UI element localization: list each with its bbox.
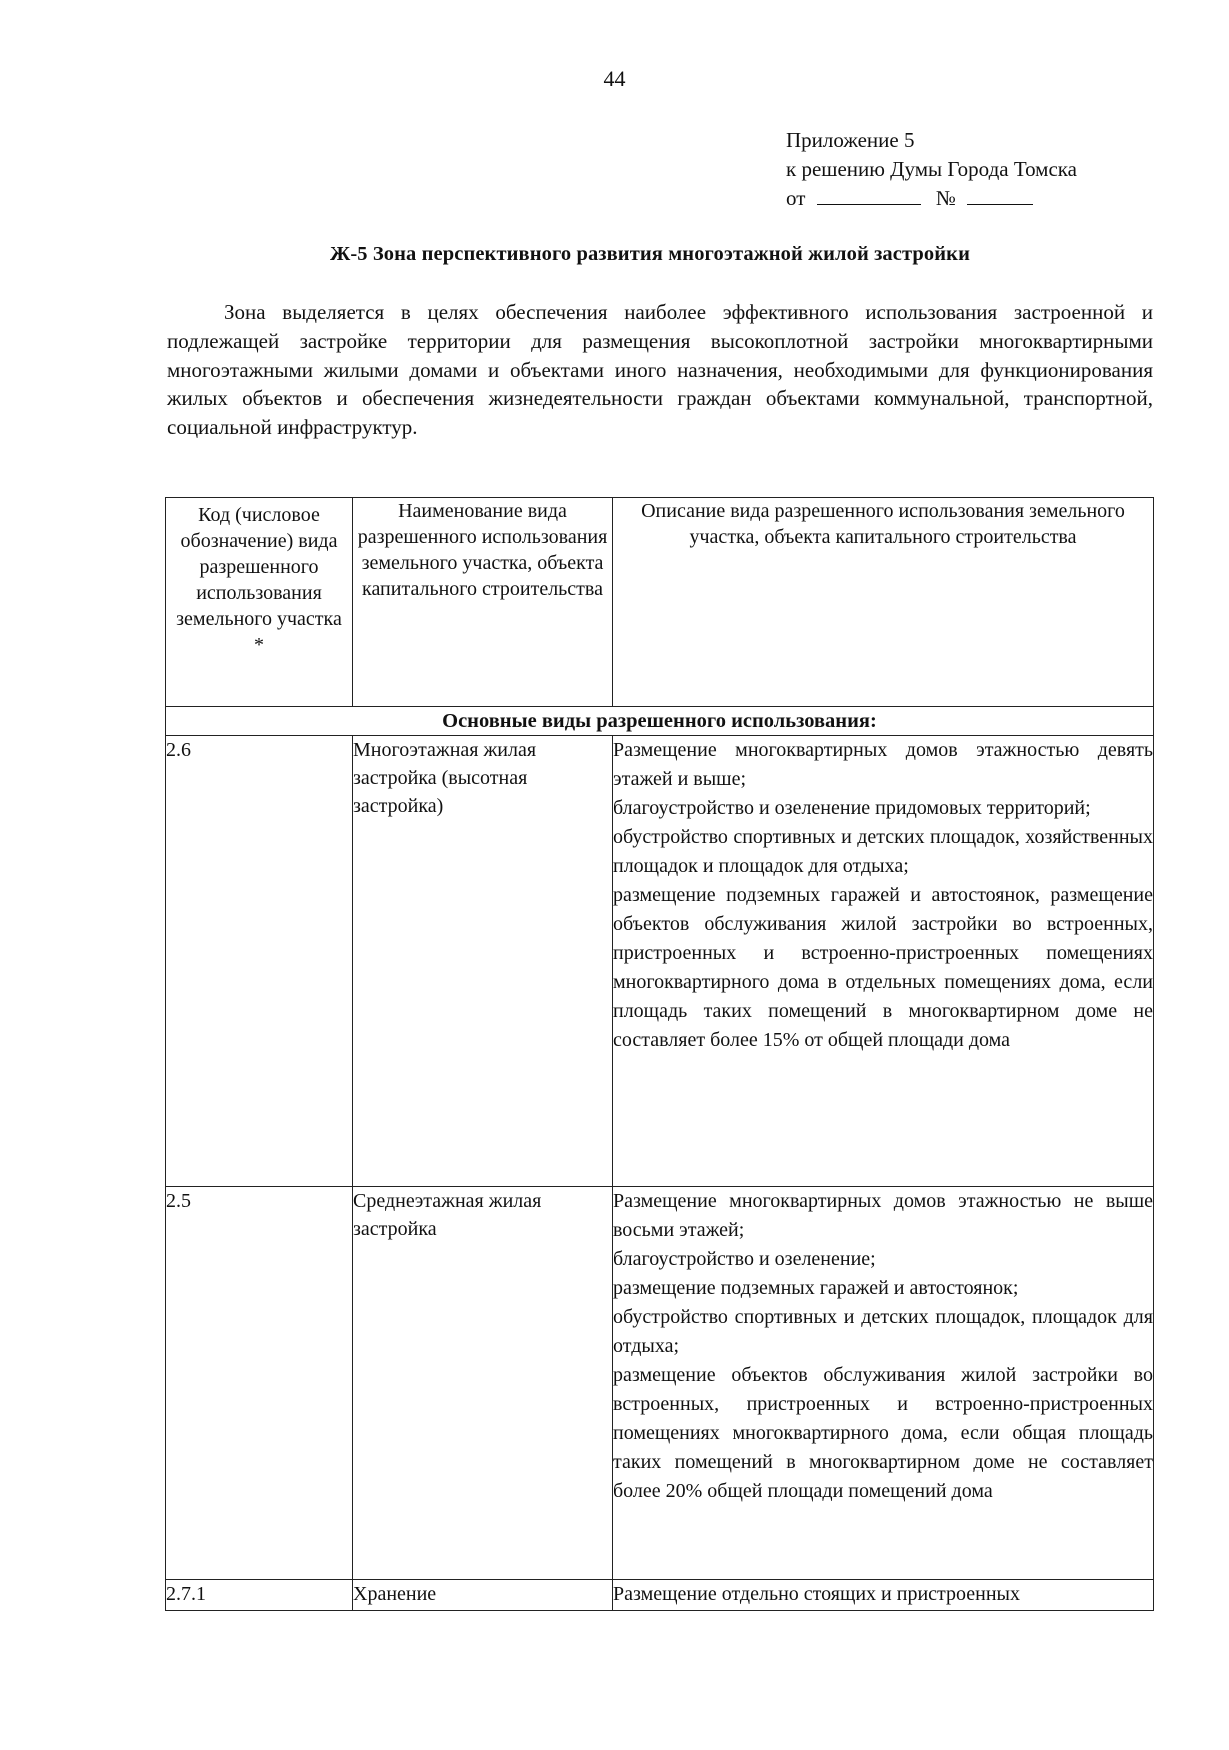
date-blank (817, 186, 921, 205)
permitted-use-table (165, 497, 1154, 1611)
zone-intro-paragraph: Зона выделяется в целях обеспечения наиболее эффективного использования застроенной и подлежащей застройке территории для размещения высокоплотной застройки многоквартирными многоэтажными жилыми домами и объектами иного назначения, необходимыми для функционирования жилых объектов и обеспечения жизнедеятельности граждан объектами коммунальной, транспортной, социальной инфраструктур. (167, 300, 1153, 440)
cell-description (613, 736, 1154, 1187)
appendix-decision-ref: к решению Думы Города Томска (786, 157, 1077, 181)
zone-title: Ж-5 Зона перспективного развития многоэтажной жилой застройки (330, 243, 970, 265)
date-prefix: от (786, 186, 806, 210)
description-line: обустройство спортивных и детских площадок, площадок для отдыха; (613, 1306, 1153, 1357)
cell-description (613, 1187, 1154, 1580)
cell-name: Многоэтажная жилая застройка (высотная застройка) (353, 736, 613, 1187)
description-line: Размещение многоквартирных домов этажностью не выше восьми этажей; (613, 1190, 1153, 1241)
cell-name: Среднеэтажная жилая застройка (353, 1187, 613, 1580)
section-label: Основные виды разрешенного использования: (166, 707, 1154, 736)
table-row (166, 1187, 1154, 1580)
description-line: размещение подземных гаражей и автостоянок; (613, 1277, 1019, 1299)
cell-description (613, 1580, 1154, 1611)
cell-code: 2.6 (166, 736, 353, 1187)
cell-code: 2.7.1 (166, 1580, 353, 1611)
table-row (166, 1580, 1154, 1611)
header-code: Код (числовое обозначение) вида разрешенного использования земельного участка * (166, 498, 353, 707)
description-line: Размещение отдельно стоящих и пристроенных (613, 1583, 1020, 1605)
number-sign: № (935, 186, 956, 210)
description-line: обустройство спортивных и детских площадок, хозяйственных площадок и площадок для отдыха; (613, 826, 1153, 877)
table-header-row (166, 498, 1154, 707)
appendix-date-line (786, 184, 1077, 213)
description-line: размещение объектов обслуживания жилой застройки во встроенных, пристроенных и встроенно-пристроенных помещениях многоквартирного дома, если общая площадь таких помещений в многоквартирном доме не составляет более 20% общей площади помещений дома (613, 1364, 1153, 1502)
number-blank (967, 186, 1033, 205)
cell-code: 2.5 (166, 1187, 353, 1580)
header-description: Описание вида разрешенного использования земельного участка, объекта капитального строительства (613, 498, 1154, 707)
description-line: благоустройство и озеленение придомовых территорий; (613, 797, 1091, 819)
appendix-block (786, 126, 1077, 213)
description-line: Размещение многоквартирных домов этажностью девять этажей и выше; (613, 739, 1153, 790)
page-number: 44 (603, 66, 626, 91)
section-row-main-uses (166, 707, 1154, 736)
description-line: благоустройство и озеленение; (613, 1248, 876, 1270)
appendix-title: Приложение 5 (786, 128, 915, 152)
header-name: Наименование вида разрешенного использования земельного участка, объекта капитального строительства (353, 498, 613, 707)
cell-name: Хранение (353, 1580, 613, 1611)
table-row (166, 736, 1154, 1187)
description-line: размещение подземных гаражей и автостоянок, размещение объектов обслуживания жилой застройки во встроенных, пристроенных и встроенно-пристроенных помещениях многоквартирного дома в отдельных помещениях дома, если площадь таких помещений в многоквартирном доме не составляет более 15% от общей площади дома (613, 884, 1153, 1051)
